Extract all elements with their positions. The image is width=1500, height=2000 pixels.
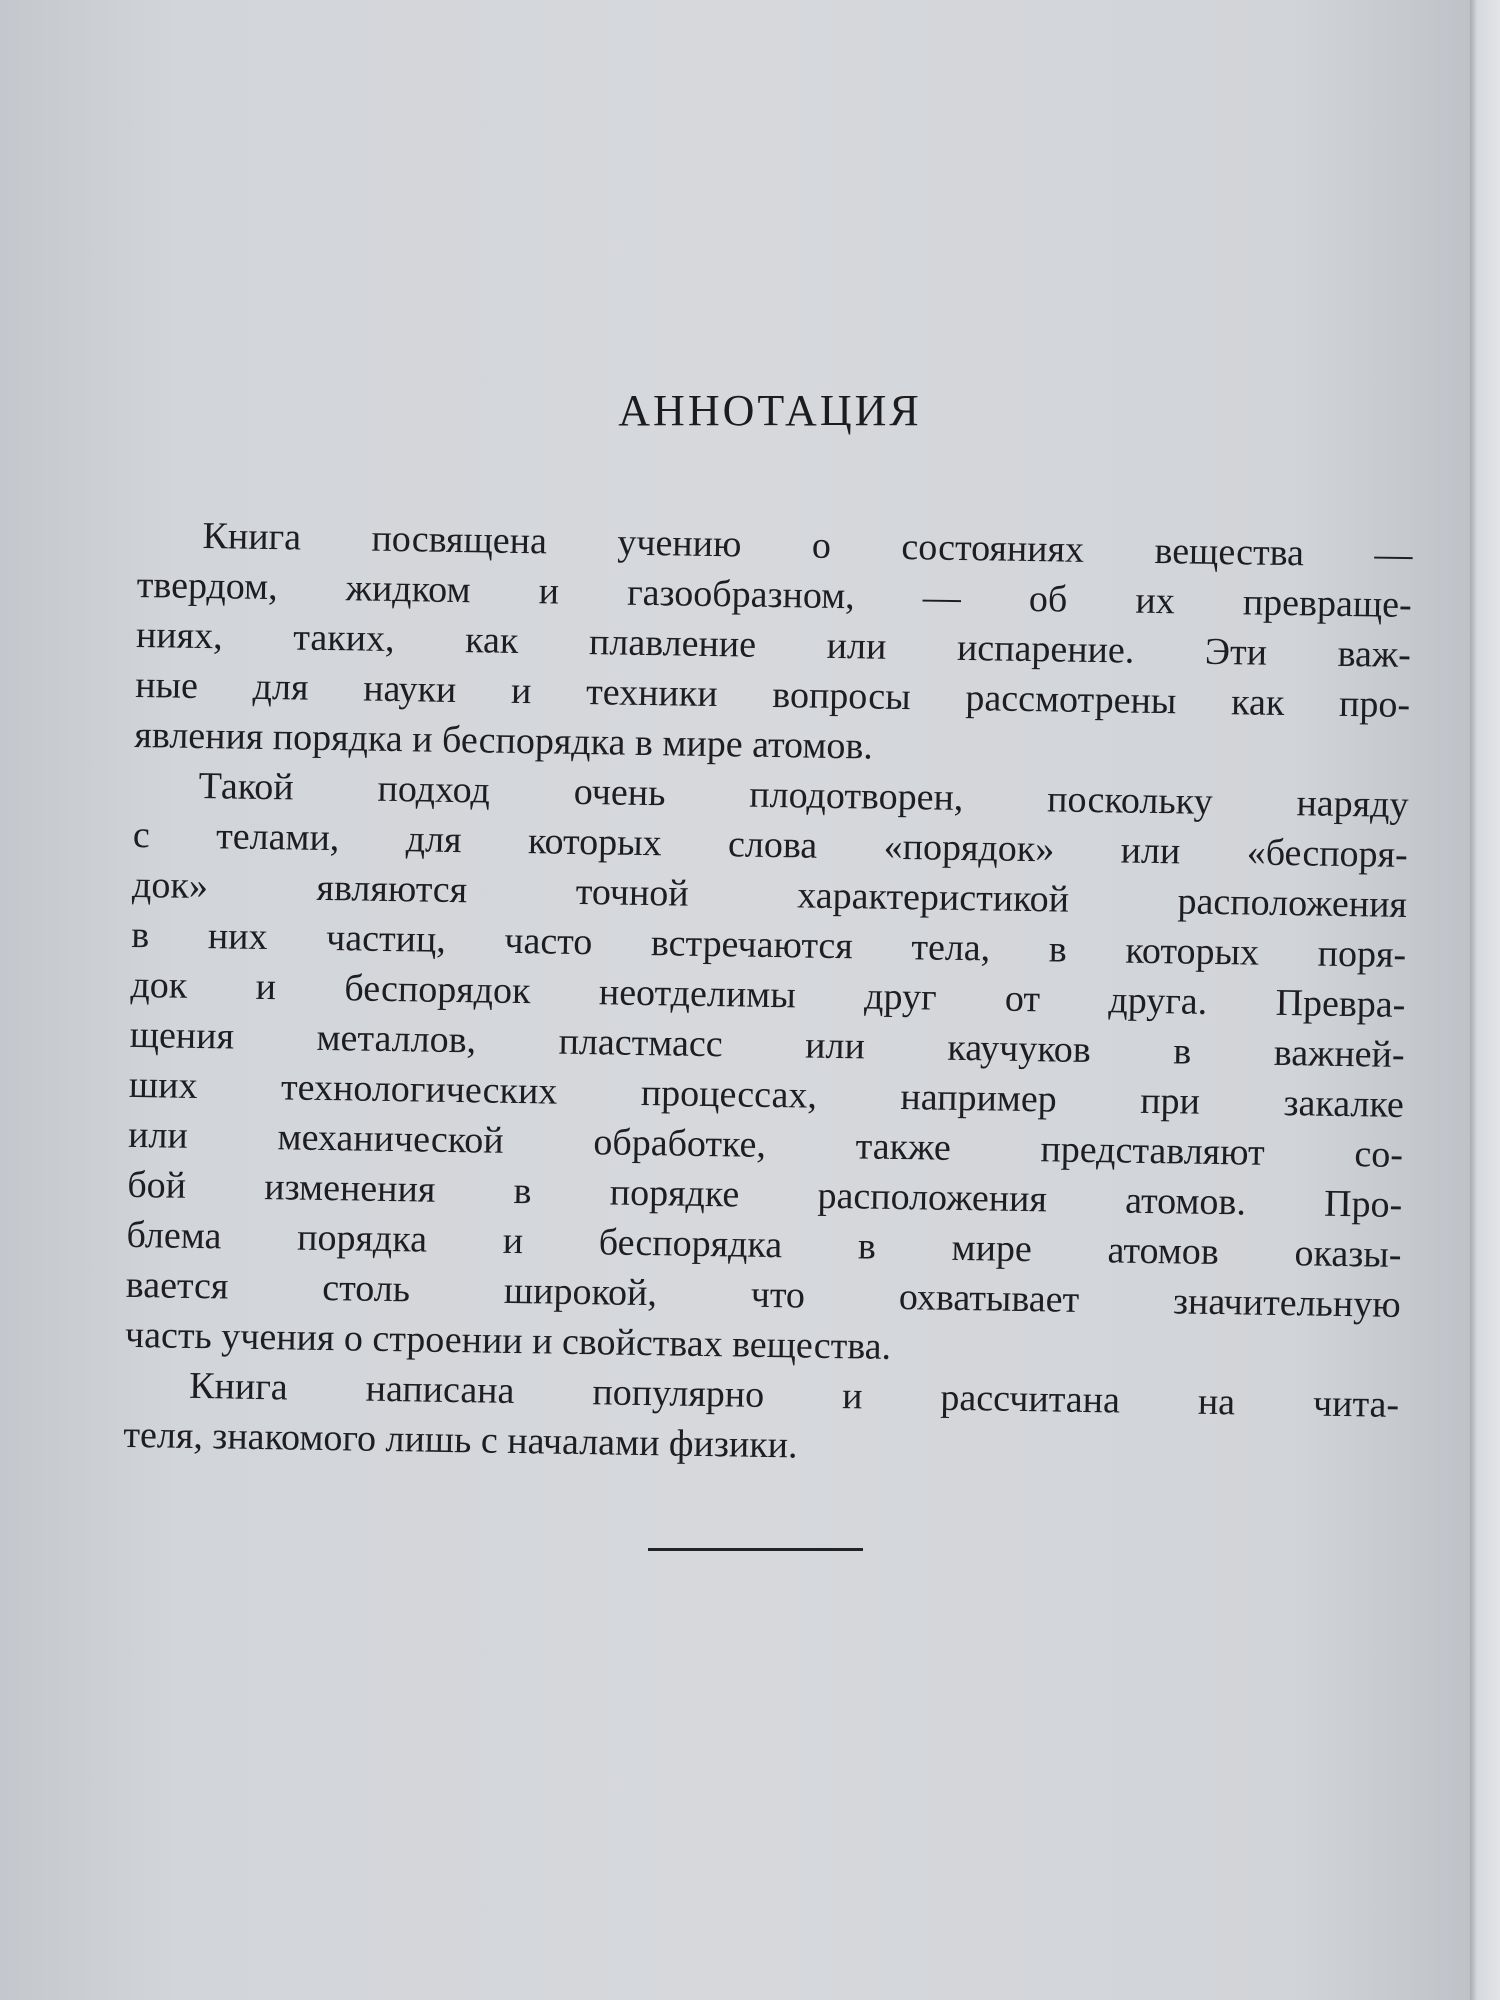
text-line: Книга написана популярно и рассчитана на чита-	[188, 1364, 1400, 1426]
text-line: или механической обработке, также представляют со-	[127, 1113, 1404, 1176]
text-line: щения металлов, пластмасс или каучуков в важней-	[129, 1013, 1405, 1076]
text-line: Такой подход очень плодотворен, поскольку наряду	[198, 764, 1409, 826]
annotation-text	[123, 510, 1413, 1480]
page-title: АННОТАЦИЯ	[618, 386, 922, 435]
text-line: теля, знакомого лишь с началами физики.	[123, 1413, 798, 1467]
text-line: ших технологических процессах, например при закалке	[128, 1063, 1405, 1126]
text-line: часть учения о строении и свойствах вещества.	[124, 1313, 892, 1368]
book-spine-edge	[1470, 0, 1500, 2000]
text-line: ниях, таких, как плавление или испарение. Эти важ-	[135, 613, 1412, 677]
text-line: блема порядка и беспорядка в мире атомов оказы-	[126, 1213, 1402, 1276]
text-line: твердом, жидком и газообразном, — об их превраще-	[136, 563, 1412, 627]
text-line: Книга посвящена учению о состояниях вещества —	[202, 515, 1413, 577]
text-line: явления порядка и беспорядка в мире атомов.	[134, 713, 874, 768]
text-line: док» являются точной характеристикой расположения	[131, 863, 1408, 926]
text-line: в них частиц, часто встречаются тела, в которых поря-	[130, 913, 1407, 976]
section-divider	[648, 1548, 863, 1551]
text-line: бой изменения в порядке расположения атомов. Про-	[127, 1163, 1403, 1226]
text-line: с телами, для которых слова «порядок» или «беспоря-	[132, 813, 1409, 876]
text-line: вается столь широкой, что охватывает значительную	[125, 1263, 1401, 1326]
text-line: ные для науки и техники вопросы рассмотрены как про-	[134, 663, 1411, 727]
text-line: док и беспорядок неотделимы друг от друга. Превра-	[130, 963, 1406, 1026]
